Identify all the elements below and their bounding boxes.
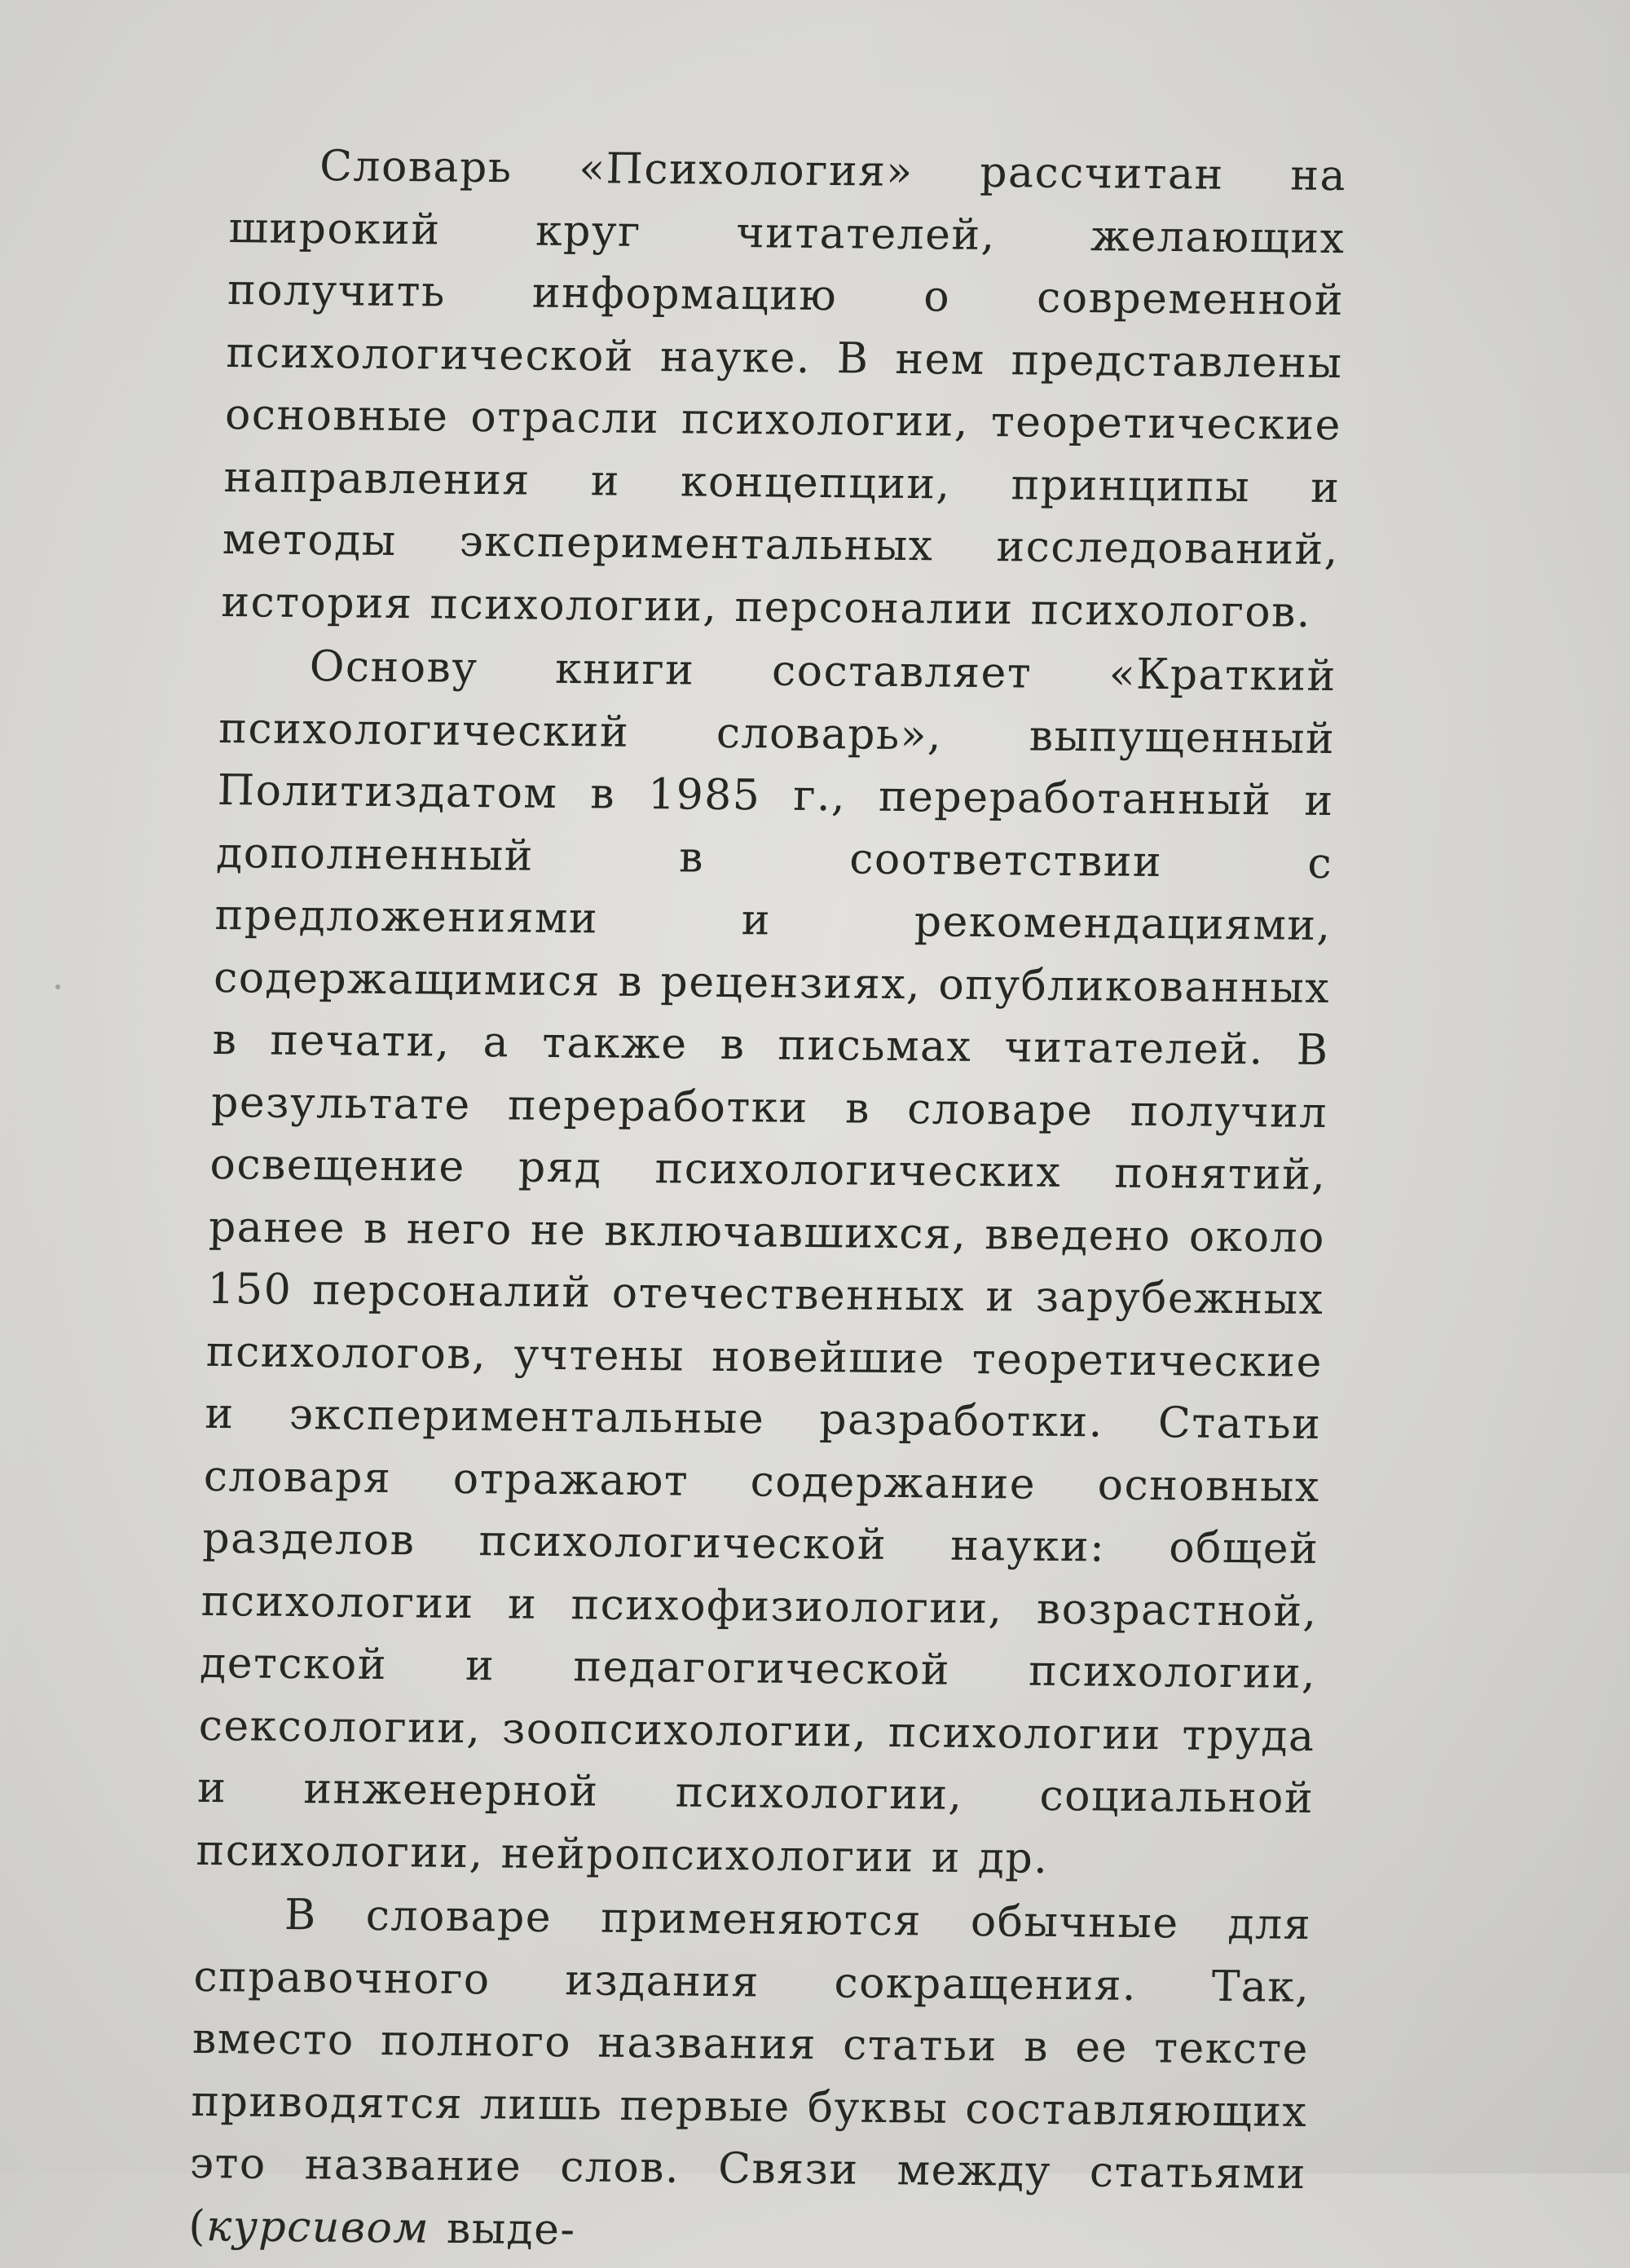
paper-speck [55, 984, 60, 989]
abbreviations-text: В словаре применяются обычные для справочного издания сокращения. Так, вместо полного названия статьи в ее тексте приводятся лишь первые буквы составляющих это название слов. Связи между статьями ( [187, 1890, 1312, 2251]
paragraph-basis: Основу книги составляет «Краткий психологический словарь», выпущенный Политиздатом в 1985 г., переработанный и дополненный в соответствии с предложениями и рекомендациями, содержащимися в рецензиях, опубликованных в печати, а также в письмах читателей. В результате переработки в словаре получил освещение ряд психологических понятий, ранее в него не включавшихся, введено около 150 персоналий отечественных и зарубежных психологов, учтены новейшие теоретические и экспериментальные разработки. Статьи словаря отражают содержание основных разделов психологической науки: общей психологии и психофизиологии, возрастной, детской и педагогической психологии, сексологии, зоопсихологии, психологии труда и инженерной психологии, социальной психологии, нейропсихологии и др. [196, 642, 1337, 1883]
paragraph-abbreviations [188, 1883, 1312, 2268]
page-text [188, 134, 1347, 2268]
abbreviations-tail: выде- [429, 2204, 577, 2254]
paragraph-intro: Словарь «Психология» рассчитан на широкий круг читателей, желающих получить информацию о современной психологической науке. В нем представлены основные отрасли психологии, теоретические направления и концепции, принципы и методы экспериментальных исследований, история психологии, персоналии психологов. [220, 142, 1347, 637]
italic-word: курсивом [205, 2201, 430, 2253]
